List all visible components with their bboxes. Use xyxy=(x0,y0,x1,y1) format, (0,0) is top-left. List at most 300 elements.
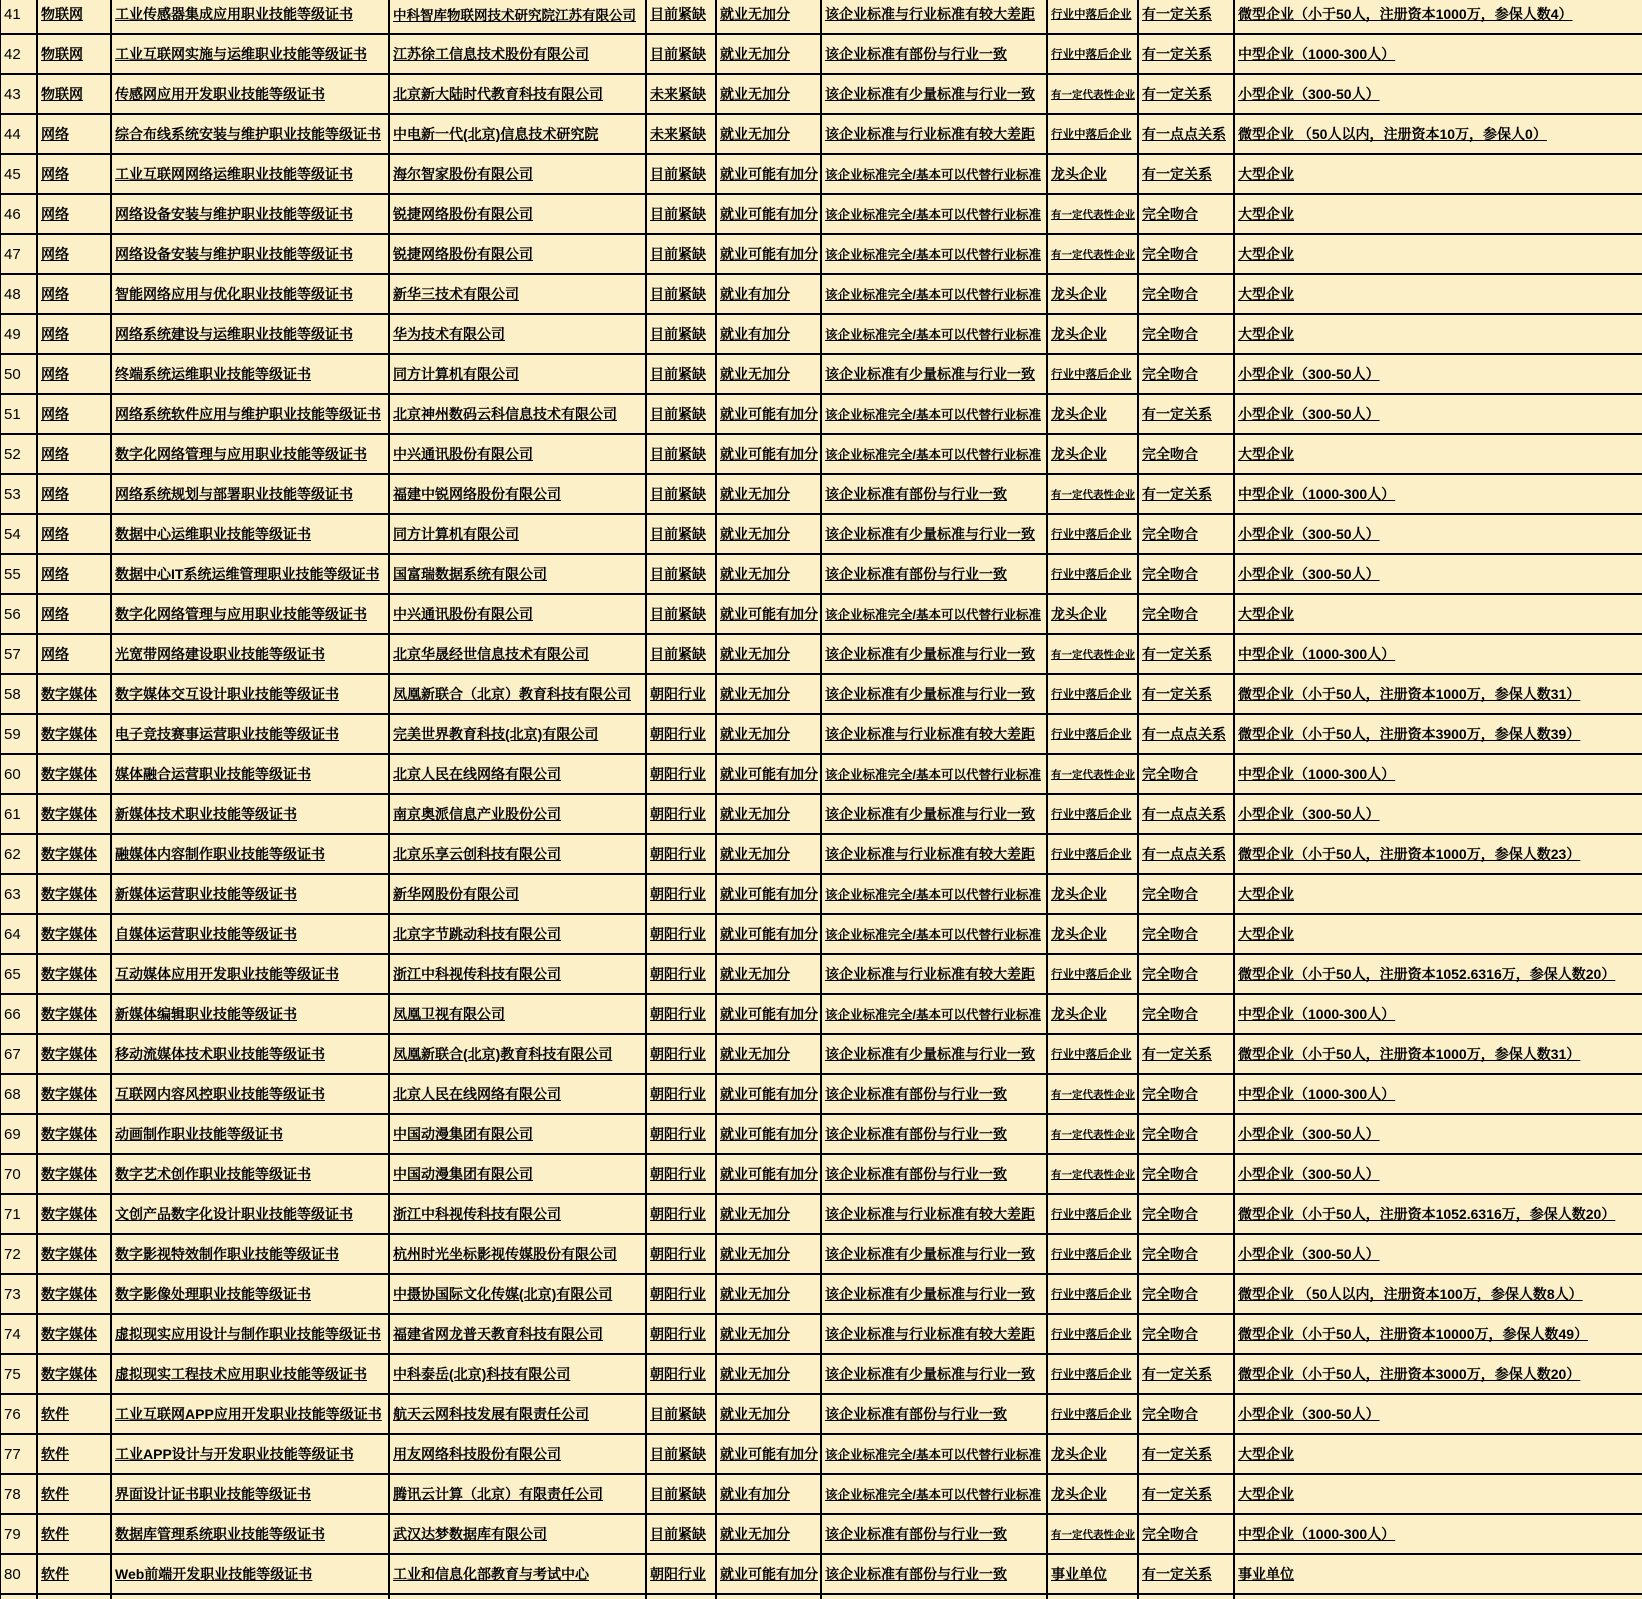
relation-cell[interactable] xyxy=(1138,1394,1234,1434)
bonus-cell[interactable] xyxy=(716,274,821,314)
status-cell[interactable] xyxy=(646,1514,716,1554)
company-cell[interactable] xyxy=(389,794,646,834)
relation-cell[interactable] xyxy=(1138,234,1234,274)
category-cell[interactable] xyxy=(37,714,111,754)
enterprise-type-cell[interactable] xyxy=(1047,434,1138,474)
standard-cell[interactable] xyxy=(821,474,1047,514)
size-cell[interactable] xyxy=(1234,354,1642,394)
standard-cell[interactable] xyxy=(821,1074,1047,1114)
size-cell[interactable] xyxy=(1234,714,1642,754)
relation-cell[interactable] xyxy=(1138,354,1234,394)
row-number-cell[interactable] xyxy=(0,954,37,994)
certificate-cell[interactable] xyxy=(111,0,389,34)
relation-cell[interactable] xyxy=(1138,1074,1234,1114)
company-cell[interactable] xyxy=(389,554,646,594)
bonus-cell[interactable] xyxy=(716,394,821,434)
enterprise-type-cell[interactable] xyxy=(1047,554,1138,594)
bonus-cell[interactable] xyxy=(716,794,821,834)
category-cell[interactable] xyxy=(37,114,111,154)
relation-cell[interactable] xyxy=(1138,714,1234,754)
enterprise-type-cell[interactable] xyxy=(1047,514,1138,554)
relation-cell[interactable] xyxy=(1138,954,1234,994)
standard-cell[interactable] xyxy=(821,554,1047,594)
certificate-cell[interactable] xyxy=(111,1234,389,1274)
category-cell[interactable] xyxy=(37,1154,111,1194)
enterprise-type-cell[interactable] xyxy=(1047,1194,1138,1234)
company-cell[interactable] xyxy=(389,994,646,1034)
standard-cell[interactable] xyxy=(821,74,1047,114)
status-cell[interactable] xyxy=(646,514,716,554)
status-cell[interactable] xyxy=(646,1474,716,1514)
bonus-cell[interactable] xyxy=(716,954,821,994)
standard-cell[interactable] xyxy=(821,834,1047,874)
row-number-cell[interactable] xyxy=(0,354,37,394)
certificate-cell[interactable] xyxy=(111,834,389,874)
status-cell[interactable] xyxy=(646,1594,716,1599)
enterprise-type-cell[interactable] xyxy=(1047,1314,1138,1354)
relation-cell[interactable] xyxy=(1138,1274,1234,1314)
relation-cell[interactable] xyxy=(1138,1034,1234,1074)
size-cell[interactable] xyxy=(1234,1034,1642,1074)
category-cell[interactable] xyxy=(37,354,111,394)
category-cell[interactable] xyxy=(37,1594,111,1599)
bonus-cell[interactable] xyxy=(716,474,821,514)
standard-cell[interactable] xyxy=(821,994,1047,1034)
bonus-cell[interactable] xyxy=(716,1434,821,1474)
category-cell[interactable] xyxy=(37,754,111,794)
category-cell[interactable] xyxy=(37,474,111,514)
bonus-cell[interactable] xyxy=(716,674,821,714)
size-cell[interactable] xyxy=(1234,1114,1642,1154)
size-cell[interactable] xyxy=(1234,1194,1642,1234)
standard-cell[interactable] xyxy=(821,0,1047,34)
bonus-cell[interactable] xyxy=(716,354,821,394)
category-cell[interactable] xyxy=(37,274,111,314)
company-cell[interactable] xyxy=(389,0,646,34)
standard-cell[interactable] xyxy=(821,114,1047,154)
standard-cell[interactable] xyxy=(821,1514,1047,1554)
company-cell[interactable] xyxy=(389,1434,646,1474)
row-number-cell[interactable] xyxy=(0,194,37,234)
bonus-cell[interactable] xyxy=(716,594,821,634)
company-cell[interactable] xyxy=(389,674,646,714)
certificate-cell[interactable] xyxy=(111,714,389,754)
enterprise-type-cell[interactable] xyxy=(1047,0,1138,34)
status-cell[interactable] xyxy=(646,154,716,194)
status-cell[interactable] xyxy=(646,1154,716,1194)
bonus-cell[interactable] xyxy=(716,234,821,274)
status-cell[interactable] xyxy=(646,954,716,994)
relation-cell[interactable] xyxy=(1138,34,1234,74)
size-cell[interactable] xyxy=(1234,1514,1642,1554)
category-cell[interactable] xyxy=(37,1074,111,1114)
company-cell[interactable] xyxy=(389,1514,646,1554)
certificate-cell[interactable] xyxy=(111,1034,389,1074)
enterprise-type-cell[interactable] xyxy=(1047,1434,1138,1474)
certificate-cell[interactable] xyxy=(111,194,389,234)
status-cell[interactable] xyxy=(646,1114,716,1154)
bonus-cell[interactable] xyxy=(716,1354,821,1394)
bonus-cell[interactable] xyxy=(716,1034,821,1074)
size-cell[interactable] xyxy=(1234,1314,1642,1354)
enterprise-type-cell[interactable] xyxy=(1047,1274,1138,1314)
certificate-cell[interactable] xyxy=(111,594,389,634)
category-cell[interactable] xyxy=(37,794,111,834)
bonus-cell[interactable] xyxy=(716,434,821,474)
company-cell[interactable] xyxy=(389,514,646,554)
standard-cell[interactable] xyxy=(821,754,1047,794)
category-cell[interactable] xyxy=(37,1314,111,1354)
company-cell[interactable] xyxy=(389,1074,646,1114)
enterprise-type-cell[interactable] xyxy=(1047,394,1138,434)
row-number-cell[interactable] xyxy=(0,394,37,434)
relation-cell[interactable] xyxy=(1138,74,1234,114)
relation-cell[interactable] xyxy=(1138,0,1234,34)
row-number-cell[interactable] xyxy=(0,754,37,794)
row-number-cell[interactable] xyxy=(0,1234,37,1274)
company-cell[interactable] xyxy=(389,634,646,674)
size-cell[interactable] xyxy=(1234,514,1642,554)
certificate-cell[interactable] xyxy=(111,1554,389,1594)
row-number-cell[interactable] xyxy=(0,474,37,514)
enterprise-type-cell[interactable] xyxy=(1047,1594,1138,1599)
category-cell[interactable] xyxy=(37,594,111,634)
certificate-cell[interactable] xyxy=(111,794,389,834)
row-number-cell[interactable] xyxy=(0,594,37,634)
row-number-cell[interactable] xyxy=(0,314,37,354)
size-cell[interactable] xyxy=(1234,674,1642,714)
enterprise-type-cell[interactable] xyxy=(1047,1154,1138,1194)
category-cell[interactable] xyxy=(37,874,111,914)
size-cell[interactable] xyxy=(1234,1234,1642,1274)
standard-cell[interactable] xyxy=(821,714,1047,754)
certificate-cell[interactable] xyxy=(111,1354,389,1394)
certificate-cell[interactable] xyxy=(111,1274,389,1314)
company-cell[interactable] xyxy=(389,114,646,154)
size-cell[interactable] xyxy=(1234,1274,1642,1314)
relation-cell[interactable] xyxy=(1138,514,1234,554)
status-cell[interactable] xyxy=(646,1194,716,1234)
certificate-cell[interactable] xyxy=(111,994,389,1034)
size-cell[interactable] xyxy=(1234,1434,1642,1474)
row-number-cell[interactable] xyxy=(0,434,37,474)
category-cell[interactable] xyxy=(37,554,111,594)
relation-cell[interactable] xyxy=(1138,1434,1234,1474)
size-cell[interactable] xyxy=(1234,1354,1642,1394)
certificate-cell[interactable] xyxy=(111,914,389,954)
category-cell[interactable] xyxy=(37,514,111,554)
category-cell[interactable] xyxy=(37,154,111,194)
enterprise-type-cell[interactable] xyxy=(1047,994,1138,1034)
size-cell[interactable] xyxy=(1234,1474,1642,1514)
certificate-cell[interactable] xyxy=(111,394,389,434)
size-cell[interactable] xyxy=(1234,1594,1642,1599)
size-cell[interactable] xyxy=(1234,1554,1642,1594)
company-cell[interactable] xyxy=(389,1154,646,1194)
status-cell[interactable] xyxy=(646,194,716,234)
size-cell[interactable] xyxy=(1234,554,1642,594)
standard-cell[interactable] xyxy=(821,1274,1047,1314)
certificate-cell[interactable] xyxy=(111,1314,389,1354)
category-cell[interactable] xyxy=(37,954,111,994)
relation-cell[interactable] xyxy=(1138,314,1234,354)
size-cell[interactable] xyxy=(1234,74,1642,114)
status-cell[interactable] xyxy=(646,0,716,34)
bonus-cell[interactable] xyxy=(716,114,821,154)
company-cell[interactable] xyxy=(389,1234,646,1274)
category-cell[interactable] xyxy=(37,914,111,954)
company-cell[interactable] xyxy=(389,1554,646,1594)
row-number-cell[interactable] xyxy=(0,1154,37,1194)
relation-cell[interactable] xyxy=(1138,554,1234,594)
row-number-cell[interactable] xyxy=(0,1274,37,1314)
size-cell[interactable] xyxy=(1234,794,1642,834)
bonus-cell[interactable] xyxy=(716,1274,821,1314)
enterprise-type-cell[interactable] xyxy=(1047,1554,1138,1594)
bonus-cell[interactable] xyxy=(716,994,821,1034)
company-cell[interactable] xyxy=(389,194,646,234)
row-number-cell[interactable] xyxy=(0,1394,37,1434)
row-number-cell[interactable] xyxy=(0,154,37,194)
category-cell[interactable] xyxy=(37,674,111,714)
enterprise-type-cell[interactable] xyxy=(1047,634,1138,674)
standard-cell[interactable] xyxy=(821,1354,1047,1394)
enterprise-type-cell[interactable] xyxy=(1047,954,1138,994)
status-cell[interactable] xyxy=(646,994,716,1034)
row-number-cell[interactable] xyxy=(0,274,37,314)
company-cell[interactable] xyxy=(389,1474,646,1514)
relation-cell[interactable] xyxy=(1138,1114,1234,1154)
status-cell[interactable] xyxy=(646,434,716,474)
row-number-cell[interactable] xyxy=(0,1314,37,1354)
relation-cell[interactable] xyxy=(1138,434,1234,474)
enterprise-type-cell[interactable] xyxy=(1047,594,1138,634)
status-cell[interactable] xyxy=(646,1274,716,1314)
category-cell[interactable] xyxy=(37,1474,111,1514)
size-cell[interactable] xyxy=(1234,474,1642,514)
relation-cell[interactable] xyxy=(1138,1354,1234,1394)
certificate-cell[interactable] xyxy=(111,554,389,594)
size-cell[interactable] xyxy=(1234,394,1642,434)
standard-cell[interactable] xyxy=(821,34,1047,74)
category-cell[interactable] xyxy=(37,1354,111,1394)
row-number-cell[interactable] xyxy=(0,34,37,74)
standard-cell[interactable] xyxy=(821,1434,1047,1474)
standard-cell[interactable] xyxy=(821,1314,1047,1354)
size-cell[interactable] xyxy=(1234,34,1642,74)
standard-cell[interactable] xyxy=(821,154,1047,194)
row-number-cell[interactable] xyxy=(0,1474,37,1514)
certificate-cell[interactable] xyxy=(111,154,389,194)
row-number-cell[interactable] xyxy=(0,1354,37,1394)
size-cell[interactable] xyxy=(1234,1394,1642,1434)
row-number-cell[interactable] xyxy=(0,1554,37,1594)
standard-cell[interactable] xyxy=(821,234,1047,274)
company-cell[interactable] xyxy=(389,1314,646,1354)
row-number-cell[interactable] xyxy=(0,714,37,754)
relation-cell[interactable] xyxy=(1138,474,1234,514)
row-number-cell[interactable] xyxy=(0,1514,37,1554)
status-cell[interactable] xyxy=(646,1354,716,1394)
category-cell[interactable] xyxy=(37,314,111,354)
certificate-cell[interactable] xyxy=(111,434,389,474)
enterprise-type-cell[interactable] xyxy=(1047,1354,1138,1394)
company-cell[interactable] xyxy=(389,1594,646,1599)
certificate-cell[interactable] xyxy=(111,1474,389,1514)
relation-cell[interactable] xyxy=(1138,1194,1234,1234)
enterprise-type-cell[interactable] xyxy=(1047,194,1138,234)
category-cell[interactable] xyxy=(37,1194,111,1234)
certificate-cell[interactable] xyxy=(111,34,389,74)
row-number-cell[interactable] xyxy=(0,1434,37,1474)
status-cell[interactable] xyxy=(646,1074,716,1114)
enterprise-type-cell[interactable] xyxy=(1047,274,1138,314)
row-number-cell[interactable] xyxy=(0,1594,37,1599)
certificate-cell[interactable] xyxy=(111,674,389,714)
size-cell[interactable] xyxy=(1234,234,1642,274)
row-number-cell[interactable] xyxy=(0,994,37,1034)
enterprise-type-cell[interactable] xyxy=(1047,1514,1138,1554)
row-number-cell[interactable] xyxy=(0,554,37,594)
relation-cell[interactable] xyxy=(1138,594,1234,634)
category-cell[interactable] xyxy=(37,994,111,1034)
row-number-cell[interactable] xyxy=(0,834,37,874)
bonus-cell[interactable] xyxy=(716,314,821,354)
bonus-cell[interactable] xyxy=(716,1474,821,1514)
category-cell[interactable] xyxy=(37,1114,111,1154)
certificate-cell[interactable] xyxy=(111,1154,389,1194)
enterprise-type-cell[interactable] xyxy=(1047,874,1138,914)
certificate-cell[interactable] xyxy=(111,1394,389,1434)
enterprise-type-cell[interactable] xyxy=(1047,1074,1138,1114)
bonus-cell[interactable] xyxy=(716,1154,821,1194)
status-cell[interactable] xyxy=(646,394,716,434)
status-cell[interactable] xyxy=(646,234,716,274)
enterprise-type-cell[interactable] xyxy=(1047,354,1138,394)
category-cell[interactable] xyxy=(37,34,111,74)
enterprise-type-cell[interactable] xyxy=(1047,714,1138,754)
bonus-cell[interactable] xyxy=(716,874,821,914)
enterprise-type-cell[interactable] xyxy=(1047,1234,1138,1274)
relation-cell[interactable] xyxy=(1138,674,1234,714)
status-cell[interactable] xyxy=(646,1434,716,1474)
row-number-cell[interactable] xyxy=(0,114,37,154)
enterprise-type-cell[interactable] xyxy=(1047,674,1138,714)
company-cell[interactable] xyxy=(389,74,646,114)
size-cell[interactable] xyxy=(1234,594,1642,634)
row-number-cell[interactable] xyxy=(0,674,37,714)
bonus-cell[interactable] xyxy=(716,154,821,194)
relation-cell[interactable] xyxy=(1138,914,1234,954)
size-cell[interactable] xyxy=(1234,434,1642,474)
standard-cell[interactable] xyxy=(821,1474,1047,1514)
row-number-cell[interactable] xyxy=(0,914,37,954)
company-cell[interactable] xyxy=(389,954,646,994)
relation-cell[interactable] xyxy=(1138,114,1234,154)
size-cell[interactable] xyxy=(1234,1074,1642,1114)
company-cell[interactable] xyxy=(389,1034,646,1074)
size-cell[interactable] xyxy=(1234,114,1642,154)
category-cell[interactable] xyxy=(37,1554,111,1594)
size-cell[interactable] xyxy=(1234,194,1642,234)
bonus-cell[interactable] xyxy=(716,754,821,794)
category-cell[interactable] xyxy=(37,74,111,114)
company-cell[interactable] xyxy=(389,874,646,914)
category-cell[interactable] xyxy=(37,434,111,474)
relation-cell[interactable] xyxy=(1138,754,1234,794)
status-cell[interactable] xyxy=(646,914,716,954)
enterprise-type-cell[interactable] xyxy=(1047,834,1138,874)
size-cell[interactable] xyxy=(1234,954,1642,994)
relation-cell[interactable] xyxy=(1138,1234,1234,1274)
standard-cell[interactable] xyxy=(821,514,1047,554)
relation-cell[interactable] xyxy=(1138,1474,1234,1514)
certificate-cell[interactable] xyxy=(111,354,389,394)
status-cell[interactable] xyxy=(646,594,716,634)
status-cell[interactable] xyxy=(646,1234,716,1274)
standard-cell[interactable] xyxy=(821,1594,1047,1599)
relation-cell[interactable] xyxy=(1138,794,1234,834)
standard-cell[interactable] xyxy=(821,1234,1047,1274)
category-cell[interactable] xyxy=(37,1514,111,1554)
relation-cell[interactable] xyxy=(1138,394,1234,434)
company-cell[interactable] xyxy=(389,594,646,634)
category-cell[interactable] xyxy=(37,0,111,34)
certificate-cell[interactable] xyxy=(111,1514,389,1554)
row-number-cell[interactable] xyxy=(0,0,37,34)
category-cell[interactable] xyxy=(37,1034,111,1074)
company-cell[interactable] xyxy=(389,314,646,354)
company-cell[interactable] xyxy=(389,274,646,314)
company-cell[interactable] xyxy=(389,394,646,434)
relation-cell[interactable] xyxy=(1138,154,1234,194)
relation-cell[interactable] xyxy=(1138,194,1234,234)
standard-cell[interactable] xyxy=(821,1394,1047,1434)
row-number-cell[interactable] xyxy=(0,794,37,834)
size-cell[interactable] xyxy=(1234,834,1642,874)
relation-cell[interactable] xyxy=(1138,274,1234,314)
category-cell[interactable] xyxy=(37,234,111,274)
standard-cell[interactable] xyxy=(821,274,1047,314)
standard-cell[interactable] xyxy=(821,914,1047,954)
standard-cell[interactable] xyxy=(821,1034,1047,1074)
status-cell[interactable] xyxy=(646,314,716,354)
category-cell[interactable] xyxy=(37,394,111,434)
category-cell[interactable] xyxy=(37,1434,111,1474)
bonus-cell[interactable] xyxy=(716,74,821,114)
status-cell[interactable] xyxy=(646,74,716,114)
size-cell[interactable] xyxy=(1234,754,1642,794)
standard-cell[interactable] xyxy=(821,314,1047,354)
standard-cell[interactable] xyxy=(821,1154,1047,1194)
bonus-cell[interactable] xyxy=(716,1594,821,1599)
company-cell[interactable] xyxy=(389,474,646,514)
enterprise-type-cell[interactable] xyxy=(1047,1474,1138,1514)
enterprise-type-cell[interactable] xyxy=(1047,914,1138,954)
certificate-cell[interactable] xyxy=(111,114,389,154)
row-number-cell[interactable] xyxy=(0,1114,37,1154)
bonus-cell[interactable] xyxy=(716,194,821,234)
company-cell[interactable] xyxy=(389,834,646,874)
enterprise-type-cell[interactable] xyxy=(1047,154,1138,194)
relation-cell[interactable] xyxy=(1138,1594,1234,1599)
row-number-cell[interactable] xyxy=(0,74,37,114)
relation-cell[interactable] xyxy=(1138,1514,1234,1554)
size-cell[interactable] xyxy=(1234,154,1642,194)
status-cell[interactable] xyxy=(646,1394,716,1434)
row-number-cell[interactable] xyxy=(0,874,37,914)
relation-cell[interactable] xyxy=(1138,874,1234,914)
